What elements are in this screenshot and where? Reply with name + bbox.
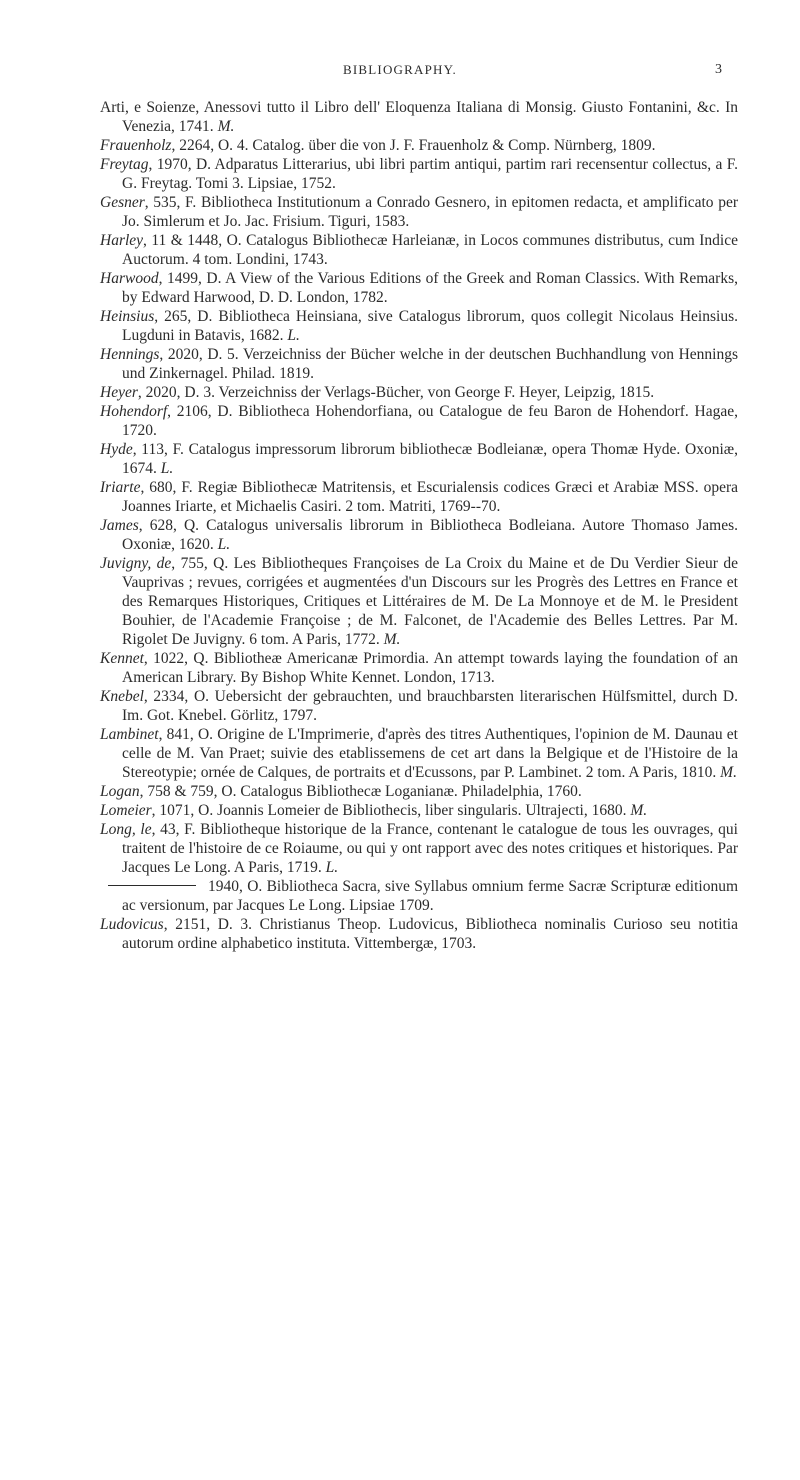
bibliography-entry bbox=[100, 136, 738, 155]
entry-text: , 2020, D. 3. Verzeichniss der Verlags-Bücher, von George F. Heyer, Leipzig, 1815. bbox=[137, 384, 655, 401]
entry-text: , 758 & 759, O. Catalogus Bibliothecæ Loganianæ. Philadelphia, 1760. bbox=[139, 783, 582, 800]
entry-text: , 113, F. Catalogus impressorum librorum bibliothecæ Bodleianæ, opera Thomæ Hyde. Oxoniæ, 1674. bbox=[122, 441, 738, 477]
entry-text: , 628, Q. Catalogus universalis librorum in Bibliotheca Bodleiana. Autore Thomaso James. Oxoniæ, 1620. bbox=[122, 517, 738, 553]
bibliography-entry bbox=[100, 801, 738, 820]
entry-library-mark: L. bbox=[325, 859, 339, 876]
entry-author: James bbox=[100, 517, 139, 534]
entry-author: Hohendorf bbox=[100, 403, 168, 420]
entry-author: Freytag bbox=[100, 156, 149, 173]
entry-text: , 1499, D. A View of the Various Editions of the Greek and Roman Classics. With Remarks, by Edward Harwood, D. D. London, 1782. bbox=[122, 270, 738, 306]
entry-author: Gesner bbox=[100, 194, 145, 211]
entry-library-mark: M. bbox=[383, 631, 401, 648]
entry-text: , 2151, D. 3. Christianus Theop. Ludovicus, Bibliotheca nominalis Curioso seu notitia autorum ordine alphabetico instituta. Vittembergæ, 1703. bbox=[122, 916, 738, 952]
entry-text: Arti, e Soienze, Anessovi tutto il Libro dell' Eloquenza Italiana di Monsig. Giusto Fontanini, &c. In Venezia, 1741. bbox=[100, 99, 738, 135]
entry-author: Lomeier bbox=[100, 802, 152, 819]
bibliography-entry bbox=[100, 782, 738, 801]
bibliography-entry bbox=[100, 554, 738, 649]
entry-text: , 2020, D. 5. Verzeichniss der Bücher welche in der deutschen Buchhandlung von Hennings und Zinkernagel. Philad. 1819. bbox=[122, 346, 738, 382]
entry-author: Hennings bbox=[100, 346, 160, 363]
running-head bbox=[0, 62, 800, 84]
bibliography-entry bbox=[100, 383, 738, 402]
entry-library-mark: M. bbox=[630, 802, 648, 819]
bibliography-entry bbox=[100, 725, 738, 782]
bibliography-entry bbox=[100, 307, 738, 345]
bibliography-entry bbox=[100, 345, 738, 383]
entry-text: , 1022, Q. Bibliotheæ Americanæ Primordia. An attempt towards laying the foundation of an American Library. By Bishop White Kennet. London, 1713. bbox=[122, 650, 738, 686]
bibliography-list bbox=[100, 98, 738, 953]
bibliography-entry bbox=[100, 269, 738, 307]
entry-library-mark: M. bbox=[720, 764, 737, 781]
entry-text: , 2106, D. Bibliotheca Hohendorfiana, ou Catalogue de feu Baron de Hohendorf. Hagae, 1720. bbox=[122, 403, 738, 439]
entry-text: , 841, O. Origine de L'Imprimerie, d'après des titres Authentiques, l'opinion de M. Daunau et celle de M. Van Praet; suivie des etablissemens de cet art dans la Belgique et de l'Histoire de la Stereotypie; ornée de Calques, de portraits et d'Ecussons, par P. Lambinet. 2 tom. A Paris, 1810. bbox=[122, 726, 738, 781]
entry-author: Hyde bbox=[100, 441, 133, 458]
entry-text: , 11 & 1448, O. Catalogus Bibliothecæ Harleianæ, in Locos communes distributus, cum Indice Auctorum. 4 tom. Londini, 1743. bbox=[122, 232, 738, 268]
entry-library-mark: L. bbox=[160, 460, 174, 477]
bibliography-entry bbox=[100, 440, 738, 478]
bibliography-entry bbox=[100, 877, 738, 915]
entry-author: Harley bbox=[100, 232, 144, 249]
entry-library-mark: M. bbox=[217, 118, 235, 135]
entry-author: Harwood bbox=[100, 270, 159, 287]
bibliography-entry bbox=[100, 915, 738, 953]
running-title: BIBLIOGRAPHY. bbox=[343, 62, 457, 77]
bibliography-entry bbox=[100, 402, 738, 440]
entry-author: Kennet bbox=[100, 650, 144, 667]
entry-text: , 2334, O. Uebersicht der gebrauchten, und brauchbarsten literarischen Hülfsmittel, durch D. Im. Got. Knebel. Görlitz, 1797. bbox=[122, 688, 738, 724]
entry-author: Logan bbox=[100, 783, 140, 800]
bibliography-entry bbox=[100, 649, 738, 687]
entry-author: Heinsius bbox=[100, 308, 155, 325]
bibliography-entry bbox=[100, 687, 738, 725]
entry-text: , 535, F. Bibliotheca Institutionum a Conrado Gesnero, in epitomen redacta, et amplificato per Jo. Simlerum et Jo. Jac. Frisium. Tiguri, 1583. bbox=[122, 194, 738, 230]
entry-author: Knebel bbox=[100, 688, 144, 705]
entry-author: Juvigny, de bbox=[100, 555, 172, 572]
entry-text: , 680, F. Regiæ Bibliothecæ Matritensis, et Escurialensis codices Græci et Arabiæ MSS. opera Joannes Iriarte, et Michaelis Casiri. 2 tom. Matriti, 1769--70. bbox=[122, 479, 738, 515]
bibliography-entry bbox=[100, 193, 738, 231]
entry-text: , 2264, O. 4. Catalog. über die von J. F. Frauenholz & Comp. Nürnberg, 1809. bbox=[171, 137, 656, 154]
entry-author: Lambinet bbox=[100, 726, 159, 743]
entry-text: , 755, Q. Les Bibliotheques Françoises de La Croix du Maine et de Du Verdier Sieur de Vauprivas ; revues, corrigées et augmentées d'un Discours sur les Progrès des Lettres en France et des Remarques Historiques, Critiques et Littéraires de M. De La Monnoye et de M. le President Bouhier, de l'Academie Françoise ; de M. Falconet, de l'Academie des Belles Lettres. Par M. Rigolet De Juvigny. 6 tom. A Paris, 1772. bbox=[122, 555, 738, 648]
entry-text: , 1071, O. Joannis Lomeier de Bibliothecis, liber singularis. Ultrajecti, 1680. bbox=[151, 802, 627, 819]
ditto-dash bbox=[108, 885, 196, 886]
entry-library-mark: L. bbox=[287, 327, 300, 344]
entry-library-mark: L. bbox=[217, 536, 231, 553]
entry-text: , 43, F. Bibliotheque historique de la France, contenant le catalogue de tous les ouvrages, qui traitent de l'histoire de ce Roiaume, ou qui y ont rapport avec des notes critiques et historiques. Par Jacques Le Long. A Paris, 1719. bbox=[122, 821, 738, 876]
bibliography-entry bbox=[100, 478, 738, 516]
bibliography-entry bbox=[100, 231, 738, 269]
entry-author: Ludovicus bbox=[100, 916, 164, 933]
bibliography-entry bbox=[100, 155, 738, 193]
entry-author: Heyer bbox=[100, 384, 138, 401]
entry-text: , 265, D. Bibliotheca Heinsiana, sive Catalogus librorum, quos collegit Nicolaus Heinsius. Lugduni in Batavis, 1682. bbox=[122, 308, 738, 344]
entry-text: , 1970, D. Adparatus Litterarius, ubi libri partim antiqui, partim rari recensentur collectus, a F. G. Freytag. Tomi 3. Lipsiae, 1752. bbox=[122, 156, 738, 192]
bibliography-entry bbox=[100, 820, 738, 877]
entry-author: Iriarte bbox=[100, 479, 141, 496]
entry-author: Frauenholz bbox=[100, 137, 172, 154]
bibliography-entry bbox=[100, 516, 738, 554]
bibliography-entry bbox=[100, 98, 738, 136]
page-number: 3 bbox=[715, 62, 722, 77]
entry-text: 1940, O. Bibliotheca Sacra, sive Syllabus omnium ferme Sacræ Scripturæ editionum ac versionum, par Jacques Le Long. Lipsiae 1709. bbox=[122, 878, 738, 914]
entry-author: Long, le bbox=[100, 821, 152, 838]
